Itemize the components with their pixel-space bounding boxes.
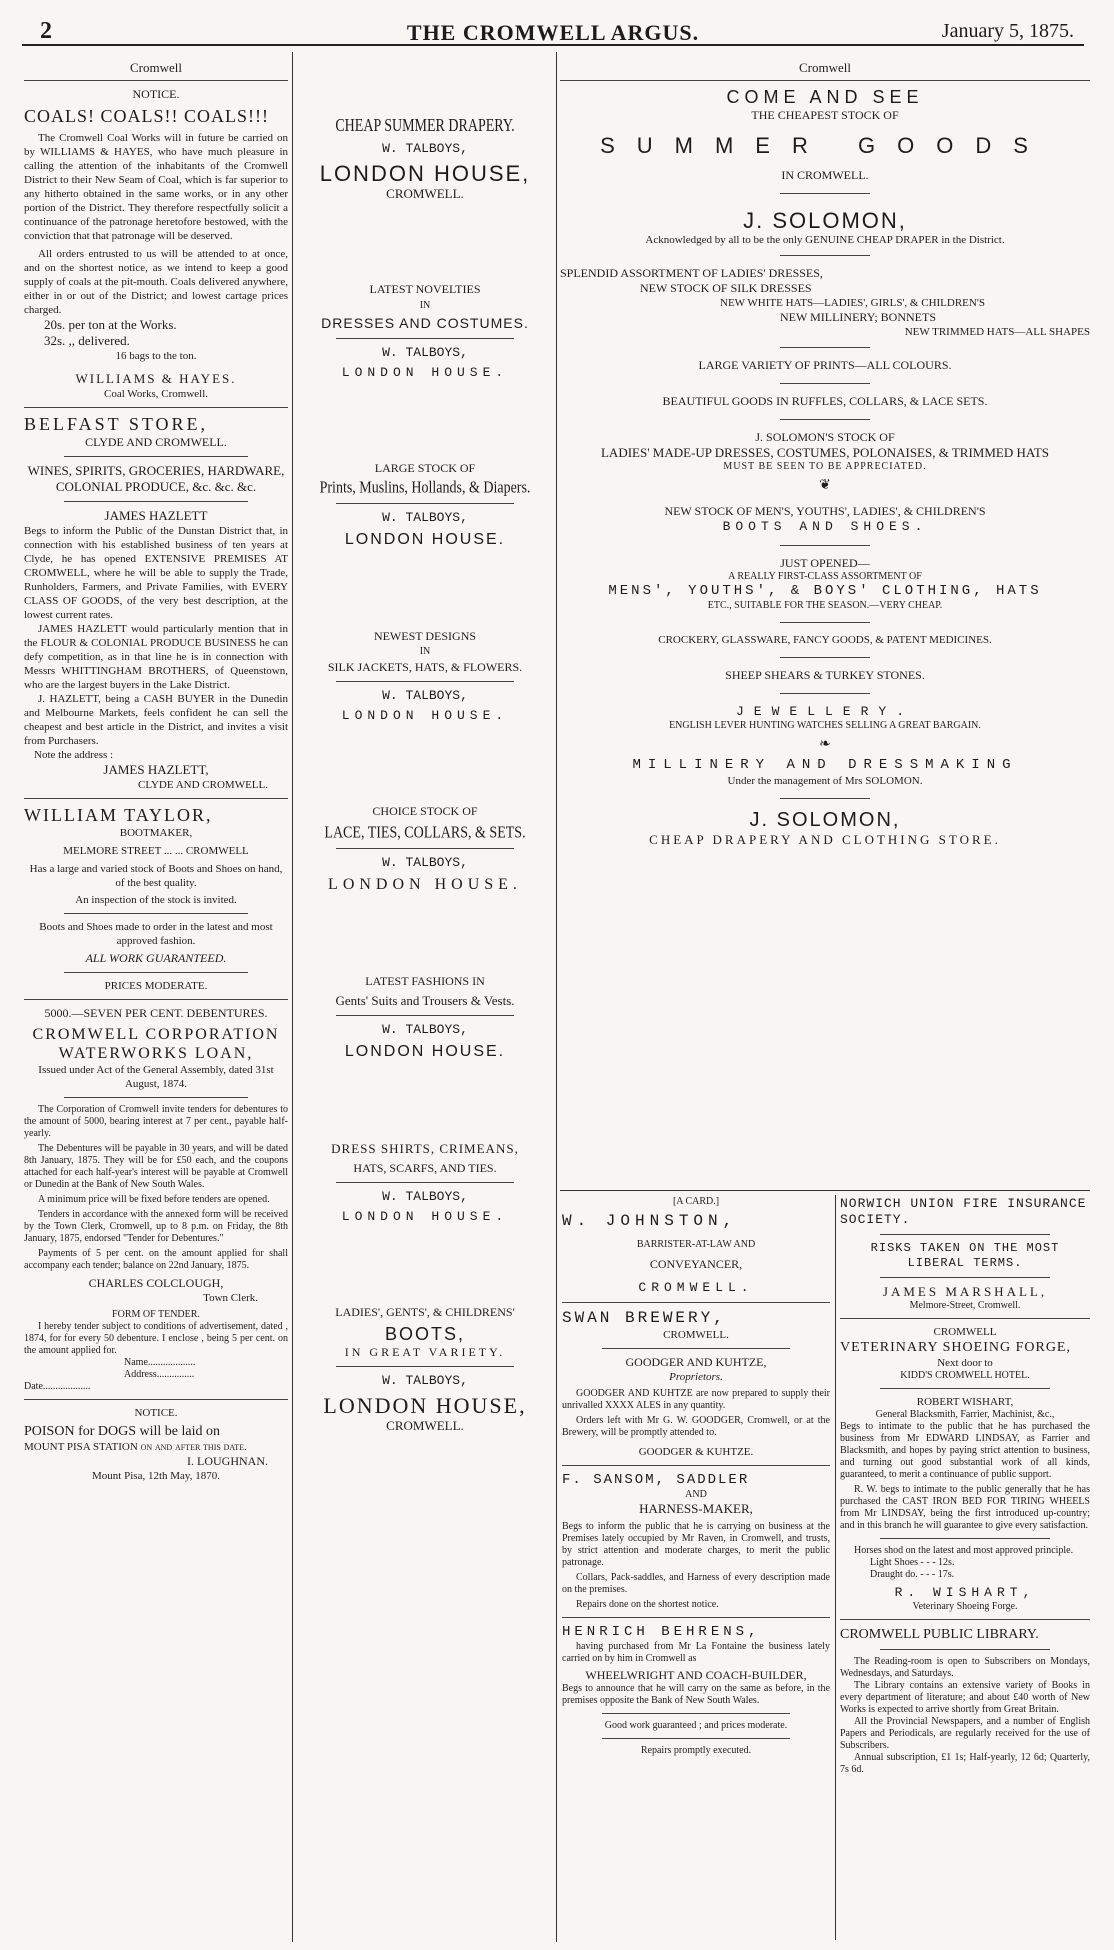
talboys-ad (296, 118, 554, 202)
waterworks-text: Tenders in accordance with the annexed form will be received by the Town Clerk, Cromwell, up to 8 p.m. on Friday, the 8th January, 1875, endorsed "Tender for Debentures." (24, 1209, 288, 1244)
taylor-text: Has a large and varied stock of Boots and Shoes on hand, of the best quality. (29, 863, 283, 889)
waterworks-text: A minimum price will be fixed before tenders are opened. (38, 1194, 270, 1205)
divider (336, 1015, 514, 1016)
johnston-town: CROMWELL. (638, 1280, 754, 1295)
library-text: The Reading-room is open to Subscribers on Mondays, Wednesdays, and Saturdays. (840, 1656, 1090, 1679)
divider (562, 1465, 830, 1466)
divider (780, 193, 870, 194)
johnston-role: CONVEYANCER, (649, 1257, 743, 1271)
belfast-text: J. HAZLETT, being a CASH BUYER in the Dunedin and Melbourne Markets, feels confident he can sell the cheapest and best article in the District, and invites a visit from Purchasers. (24, 693, 288, 747)
taylor-guarantee: ALL WORK GUARANTEED. (85, 951, 227, 965)
ad-line: ETC., SUITABLE FOR THE SEASON.—VERY CHEAP. (707, 600, 943, 611)
divider (336, 503, 514, 504)
swan-firm: GOODGER AND KUHTZE, (625, 1355, 767, 1369)
divider (780, 798, 870, 799)
solomon-name: J. SOLOMON, (749, 809, 901, 831)
sansom-title: F. SANSOM, SADDLER (562, 1472, 750, 1488)
divider (24, 798, 288, 799)
tender-date-line: Date................... (24, 1381, 91, 1392)
forge-text: R. W. begs to intimate to the public generally that he has purchased the CAST IRON BED FOR TIRING WHEELS from Mr LINDSAY, being the first introduced up-country; and in this branch he will guarantee to give every satisfaction. (840, 1484, 1090, 1531)
divider (562, 1617, 830, 1618)
coal-price: 16 bags to the ton. (115, 350, 197, 362)
johnston-card (562, 1196, 830, 1296)
divider (336, 1182, 514, 1183)
ad-line: MUST BE SEEN TO BE APPRECIATED. (723, 461, 927, 472)
poison-text: MOUNT PISA STATION on and after this date. (24, 1441, 247, 1453)
ad-line: LACE, TIES, COLLARS, & SETS. (324, 824, 526, 843)
ad-line: ENGLISH LEVER HUNTING WATCHES SELLING A GREAT BARGAIN. (669, 720, 981, 731)
forge-signature: R. WISHART, (894, 1585, 1036, 1600)
belfast-title: BELFAST STORE, (24, 414, 209, 434)
ad-firm: W. TALBOYS, (382, 1189, 468, 1204)
divider (880, 1649, 1050, 1650)
waterworks-sig-role: Town Clerk. (203, 1292, 258, 1304)
forge-sig-role: Veterinary Shoeing Forge. (912, 1601, 1018, 1612)
issue-date: January 5, 1875. (941, 20, 1074, 42)
divider (64, 456, 248, 457)
divider (880, 1234, 1050, 1235)
ad-line: HATS, SCARFS, AND TIES. (353, 1161, 497, 1175)
divider (840, 1318, 1090, 1319)
poison-signature: I. LOUGHNAN. (187, 1454, 268, 1468)
tender-form-label: FORM OF TENDER. (112, 1309, 200, 1320)
ad-line: NEWEST DESIGNS (373, 629, 477, 643)
taylor-prices: PRICES MODERATE. (104, 980, 208, 992)
norwich-risks: RISKS TAKEN ON THE MOST LIBERAL TERMS. (870, 1241, 1060, 1270)
ad-line: Under the management of Mrs SOLOMON. (727, 775, 923, 787)
divider (602, 1738, 790, 1739)
swan-role: Proprietors. (669, 1371, 723, 1383)
coal-text: All orders entrusted to us will be attended to at once, and on the shortest notice, as we intend to keep a good supply of coals at the pit-mouth. Coals delivered anywhere, either in or out of the District; and lowest cartage prices charged. (24, 248, 288, 316)
ad-line: Gents' Suits and Trousers & Vests. (335, 993, 515, 1008)
johnston-role: BARRISTER-AT-LAW AND (636, 1239, 756, 1250)
swan-text: Orders left with Mr G. W. GOODGER, Cromwell, or at the Brewery, will be promptly attended to. (562, 1415, 830, 1438)
divider (780, 657, 870, 658)
talboys-ad (296, 1305, 554, 1434)
ad-firm: W. TALBOYS, (382, 345, 468, 360)
forge-role: General Blacksmith, Farrier, Machinist, &c., (875, 1409, 1055, 1420)
waterworks-lead: 5000.—SEVEN PER CENT. DEBENTURES. (44, 1006, 268, 1020)
divider (780, 545, 870, 546)
taylor-trade: BOOTMAKER, (119, 827, 193, 839)
ad-firm: W. TALBOYS, (382, 855, 468, 870)
masthead (22, 14, 1084, 46)
coal-title: COALS! COALS!! COALS!!! (24, 106, 269, 126)
library-title: CROMWELL PUBLIC LIBRARY. (840, 1627, 1039, 1642)
ad-line: LARGE STOCK OF (374, 461, 476, 475)
section-header: Cromwell (560, 58, 1090, 81)
divider (880, 1538, 1050, 1539)
column-lower-right (840, 1196, 1090, 1941)
forge-line: Next door to (937, 1357, 993, 1369)
ad-line: JEWELLERY. (735, 704, 914, 719)
behrens-text: Begs to announce that he will carry on the same as before, in the premises opposite the Bank of New South Wales. (562, 1683, 830, 1706)
talboys-ad (296, 282, 554, 381)
norwich-agent: JAMES MARSHALL, (882, 1284, 1048, 1299)
waterworks-text: Payments of 5 per cent. on the amount applied for shall accompany each tender; balance on 22nd January, 1875. (24, 1248, 288, 1271)
forge-text: Begs to intimate to the public that he has purchased the business from Mr EDWARD LINDSAY, as Farrier and Blacksmith, and hopes by paying strict attention to business, and turning out good substantial work of all kinds, guaranteed, to merit a continuance of public support. (840, 1421, 1090, 1480)
divider (336, 338, 514, 339)
ad-line: BEAUTIFUL GOODS IN RUFFLES, COLLARS, & LACE SETS. (662, 394, 988, 408)
divider (336, 848, 514, 849)
sansom-and: AND (685, 1489, 707, 1500)
ad-line: IN (419, 646, 431, 657)
taylor-text: An inspection of the stock is invited. (75, 894, 237, 906)
behrens-ad (562, 1624, 830, 1757)
ad-line: LATEST FASHIONS IN (365, 974, 485, 988)
coal-text: The Cromwell Coal Works will in future be carried on by WILLIAMS & HAYES, who have much pleasure in calling the attention of the inhabitants of the Cromwell District to their New Seam of Coal, which is far superior to any hitherto obtained in the same works, or in any other portion of the District. They therefore respectfully solicit a continuance of the patronage heretofore bestowed, with the conviction that that patronage will be deserved. (24, 132, 288, 242)
waterworks-title: CROMWELL CORPORATION WATERWORKS LOAN, (32, 1026, 280, 1062)
sansom-trade: HARNESS-MAKER, (639, 1501, 753, 1516)
coal-price: 20s. per ton at the Works. (44, 317, 177, 332)
talboys-ad (296, 974, 554, 1061)
divider (64, 972, 248, 973)
talboys-ad (296, 804, 554, 894)
waterworks-signature: CHARLES COLCLOUGH, (88, 1276, 224, 1290)
divider (24, 407, 288, 408)
divider (780, 419, 870, 420)
poison-notice (24, 1406, 288, 1483)
divider (840, 1619, 1090, 1620)
divider (780, 693, 870, 694)
column-middle (296, 58, 554, 1943)
ad-firm: W. TALBOYS, (382, 688, 468, 703)
norwich-ad (840, 1196, 1090, 1312)
tender-name-line: Name................... (124, 1357, 196, 1368)
belfast-sig-address: CLYDE AND CROMWELL. (138, 779, 268, 791)
ad-line: SILK JACKETS, HATS, & FLOWERS. (327, 660, 523, 674)
notice-label: NOTICE. (132, 87, 180, 101)
ad-line: MILLINERY AND DRESSMAKING (632, 757, 1018, 773)
divider (780, 622, 870, 623)
ad-line: DRESSES AND COSTUMES. (321, 315, 529, 331)
ad-line: THE CHEAPEST STOCK OF (751, 108, 899, 122)
divider (24, 1399, 288, 1400)
coal-address: Coal Works, Cromwell. (103, 388, 209, 400)
behrens-text: Repairs promptly executed. (640, 1745, 752, 1756)
waterworks-text: The Corporation of Cromwell invite tenders for debentures to the amount of 5000, bearing interest at 7 per cent., payable half-yearly. (24, 1104, 288, 1139)
ad-line: Prints, Muslins, Hollands, & Diapers. (319, 479, 531, 498)
poison-place: Mount Pisa, 12th May, 1870. (92, 1470, 220, 1482)
ad-line: Acknowledged by all to be the only GENUINE CHEAP DRAPER in the District. (645, 234, 1005, 246)
card-label: [A CARD.] (672, 1196, 720, 1207)
ad-firm: W. TALBOYS, (382, 1373, 468, 1388)
ad-house: LONDON HOUSE. (341, 365, 509, 380)
ad-house: LONDON HOUSE. (344, 1043, 506, 1060)
ad-headline: CHEAP SUMMER DRAPERY. (335, 117, 515, 136)
behrens-trade: WHEELWRIGHT AND COACH-BUILDER, (585, 1668, 807, 1682)
forge-name: ROBERT WISHART, (916, 1396, 1014, 1408)
belfast-goods: WINES, SPIRITS, GROCERIES, HARDWARE, COLONIAL PRODUCE, &c. &c. &c. (27, 463, 285, 494)
divider (780, 383, 870, 384)
sansom-text: Begs to inform the public that he is carrying on business at the Premises lately occupied by Mr Raven, in Cromwell, and trusts, by strict attention and moderate charges, to merit the public patronage. (562, 1521, 830, 1568)
taylor-title: WILLIAM TAYLOR, (24, 805, 213, 825)
ad-line: IN (419, 300, 431, 311)
ad-town: CROMWELL. (386, 1418, 464, 1433)
waterworks-subtitle: Issued under Act of the General Assembly, dated 31st August, 1874. (38, 1064, 274, 1090)
divider (780, 255, 870, 256)
library-text: Annual subscription, £1 1s; Half-yearly, 12 6d; Quarterly, 7s 6d. (840, 1752, 1090, 1775)
divider (880, 1277, 1050, 1278)
forge-ad (840, 1325, 1090, 1613)
swan-town: CROMWELL. (663, 1329, 729, 1341)
ad-line: BOOTS, (384, 1324, 465, 1344)
ad-line: LATEST NOVELTIES (369, 282, 481, 296)
solomon-ad (560, 58, 1090, 1188)
coal-price: 32s. ,, delivered. (44, 333, 130, 348)
ad-line: DRESS SHIRTS, CRIMEANS, (331, 1141, 519, 1156)
ad-line: LADIES' MADE-UP DRESSES, COSTUMES, POLONAISES, & TRIMMED HATS (600, 445, 1049, 460)
coal-ad (24, 87, 288, 401)
ad-house: LONDON HOUSE. (344, 531, 506, 548)
ad-line: NEW WHITE HATS—LADIES', GIRLS', & CHILDREN'S (720, 297, 985, 309)
solomon-name: J. SOLOMON, (743, 208, 907, 233)
forge-price: Light Shoes - - - 12s. (870, 1557, 955, 1568)
belfast-text: JAMES HAZLETT would particularly mention that in the FLOUR & COLONIAL PRODUCE BUSINESS he can defy competition, as in that line he is in connection with Messrs WHITTINGHAM BROTHERS, of Queenstown, who are the largest buyers in the Lake District. (24, 623, 288, 691)
ad-firm: W. TALBOYS, (382, 510, 468, 525)
notice-label: NOTICE. (134, 1407, 178, 1419)
belfast-note: Note the address : (34, 749, 114, 761)
norwich-title: NORWICH UNION FIRE INSURANCE SOCIETY. (840, 1196, 1087, 1227)
forge-price: Draught do. - - - 17s. (870, 1569, 955, 1580)
belfast-name: JAMES HAZLETT (104, 508, 208, 523)
waterworks-text: The Debentures will be payable in 30 years, and will be dated 8th January, 1875. They will be for £50 each, and the coupons attached for each half-year's interest will be payable at Cromwell or Dunedin at the Bank of New South Wales. (24, 1143, 288, 1190)
belfast-text: Begs to inform the Public of the Dunstan District that, in connection with his established business of ten years at Clyde, he has opened EXTENSIVE PREMISES AT CROMWELL, where he will be able to supply the Trade, Runholders, Farmers, and Private Families, with EVERY CLASS OF GOODS, of the very best description, at the lowest current rates. (24, 525, 288, 621)
ad-line: JUST OPENED— (780, 556, 870, 570)
ad-line: J. SOLOMON'S STOCK OF (755, 430, 895, 444)
library-text: The Library contains an extensive variety of Books in every department of literature; and about £40 worth of New Works is expected to arrive shortly from Great Britain. (840, 1680, 1090, 1715)
behrens-title: HENRICH BEHRENS, (562, 1624, 761, 1640)
ad-line: COME AND SEE (726, 87, 924, 107)
divider (64, 1097, 248, 1098)
ad-line: IN CROMWELL. (781, 168, 869, 182)
divider (602, 1713, 790, 1714)
sansom-text: Collars, Pack-saddles, and Harness of every description made on the premises. (562, 1572, 830, 1595)
ad-house: LONDON HOUSE, (323, 1393, 527, 1418)
ad-line: NEW STOCK OF SILK DRESSES (640, 281, 812, 295)
column-rule (556, 52, 557, 1942)
talboys-ad (296, 1141, 554, 1225)
divider (24, 999, 288, 1000)
ad-town: CROMWELL. (386, 186, 464, 201)
coal-firm: WILLIAMS & HAYES. (75, 371, 237, 386)
swan-text: GOODGER AND KUHTZE are now prepared to supply their unrivalled XXXX ALES in any quantity. (562, 1388, 830, 1411)
section-header: Cromwell (24, 58, 288, 81)
taylor-ad (24, 805, 288, 993)
library-ad (840, 1626, 1090, 1776)
sansom-text: Repairs done on the shortest notice. (576, 1599, 719, 1610)
taylor-address: MELMORE STREET ... ... CROMWELL (63, 845, 249, 857)
belfast-store-ad (24, 414, 288, 792)
ad-line: IN GREAT VARIETY. (344, 1345, 506, 1359)
page-number: 2 (40, 18, 52, 44)
section-rule (560, 1190, 1090, 1191)
divider (336, 681, 514, 682)
ad-line: CHOICE STOCK OF (372, 804, 478, 818)
belfast-subtitle: CLYDE AND CROMWELL. (85, 435, 227, 449)
divider (880, 1388, 1050, 1389)
ad-line: MENS', YOUTHS', & BOYS' CLOTHING, HATS (608, 583, 1042, 599)
tender-address-line: Address............... (124, 1369, 195, 1380)
ad-line: NEW STOCK OF MEN'S, YOUTHS', LADIES', & CHILDREN'S (664, 504, 986, 518)
column-rule (835, 1195, 836, 1940)
behrens-text: having purchased from Mr La Fontaine the business lately carried on by him in Cromwell as (562, 1641, 830, 1664)
waterworks-ad (24, 1006, 288, 1393)
swan-signature: GOODGER & KUHTZE. (638, 1446, 754, 1458)
ad-line: CROCKERY, GLASSWARE, FANCY GOODS, & PATENT MEDICINES. (658, 634, 992, 646)
column-lower-left (562, 1196, 830, 1941)
norwich-address: Melmore-Street, Cromwell. (909, 1300, 1021, 1311)
ad-line: LARGE VARIETY OF PRINTS—ALL COLOURS. (698, 358, 952, 372)
ad-house: LONDON HOUSE. (328, 876, 522, 893)
divider (602, 1348, 790, 1349)
johnston-name: W. JOHNSTON, (562, 1212, 738, 1230)
tender-form-text: I hereby tender subject to conditions of advertisement, dated , 1874, for for every 50 debenture. I enclose , being 5 per cent. on the amount applied for. (24, 1321, 288, 1356)
ornament-icon: ❦ (819, 478, 831, 493)
ad-line: SUMMER GOODS (600, 133, 1050, 158)
column-left (24, 58, 288, 1943)
divider (562, 1302, 830, 1303)
forge-title: VETERINARY SHOEING FORGE, (840, 1340, 1071, 1355)
ad-firm: W. TALBOYS, (382, 1022, 468, 1037)
swan-brewery-ad (562, 1309, 830, 1459)
ad-firm: W. TALBOYS, (382, 141, 468, 156)
ad-line: A REALLY FIRST-CLASS ASSORTMENT OF (728, 571, 922, 582)
divider (336, 1366, 514, 1367)
ornament-icon: ❧ (819, 737, 831, 752)
divider (780, 347, 870, 348)
sansom-ad (562, 1472, 830, 1611)
column-rule (292, 52, 293, 1942)
ad-line: BOOTS AND SHOES. (722, 519, 928, 534)
poison-title: POISON for DOGS will be laid on (24, 1424, 220, 1439)
divider (64, 501, 248, 502)
ad-house: LONDON HOUSE. (341, 708, 509, 723)
ad-house: LONDON HOUSE, (319, 161, 531, 186)
ad-line: LADIES', GENTS', & CHILDRENS' (335, 1305, 515, 1319)
talboys-ad (296, 629, 554, 724)
forge-town: CROMWELL (933, 1326, 997, 1338)
divider (64, 913, 248, 914)
swan-title: SWAN BREWERY, (562, 1309, 726, 1327)
ad-line: CHEAP DRAPERY AND CLOTHING STORE. (649, 832, 1001, 847)
ad-line: NEW TRIMMED HATS—ALL SHAPES (904, 326, 1090, 338)
talboys-ad (296, 461, 554, 549)
ad-line: SPLENDID ASSORTMENT OF LADIES' DRESSES, (560, 266, 823, 280)
ad-house: LONDON HOUSE. (341, 1209, 509, 1224)
forge-line: KIDD'S CROMWELL HOTEL. (900, 1370, 1030, 1381)
belfast-signature: JAMES HAZLETT, (103, 762, 209, 777)
newspaper-title: THE CROMWELL ARGUS. (406, 20, 700, 45)
forge-text: Horses shod on the latest and most approved principle. (854, 1545, 1074, 1556)
library-text: All the Provincial Newspapers, and a number of English Papers and Periodicals, are regularly received for the use of Subscribers. (840, 1716, 1090, 1751)
taylor-text: Boots and Shoes made to order in the latest and most approved fashion. (39, 921, 273, 947)
behrens-text: Good work guaranteed ; and prices moderate. (604, 1720, 788, 1731)
ad-line: SHEEP SHEARS & TURKEY STONES. (725, 668, 925, 682)
ad-line: NEW MILLINERY; BONNETS (780, 310, 936, 324)
